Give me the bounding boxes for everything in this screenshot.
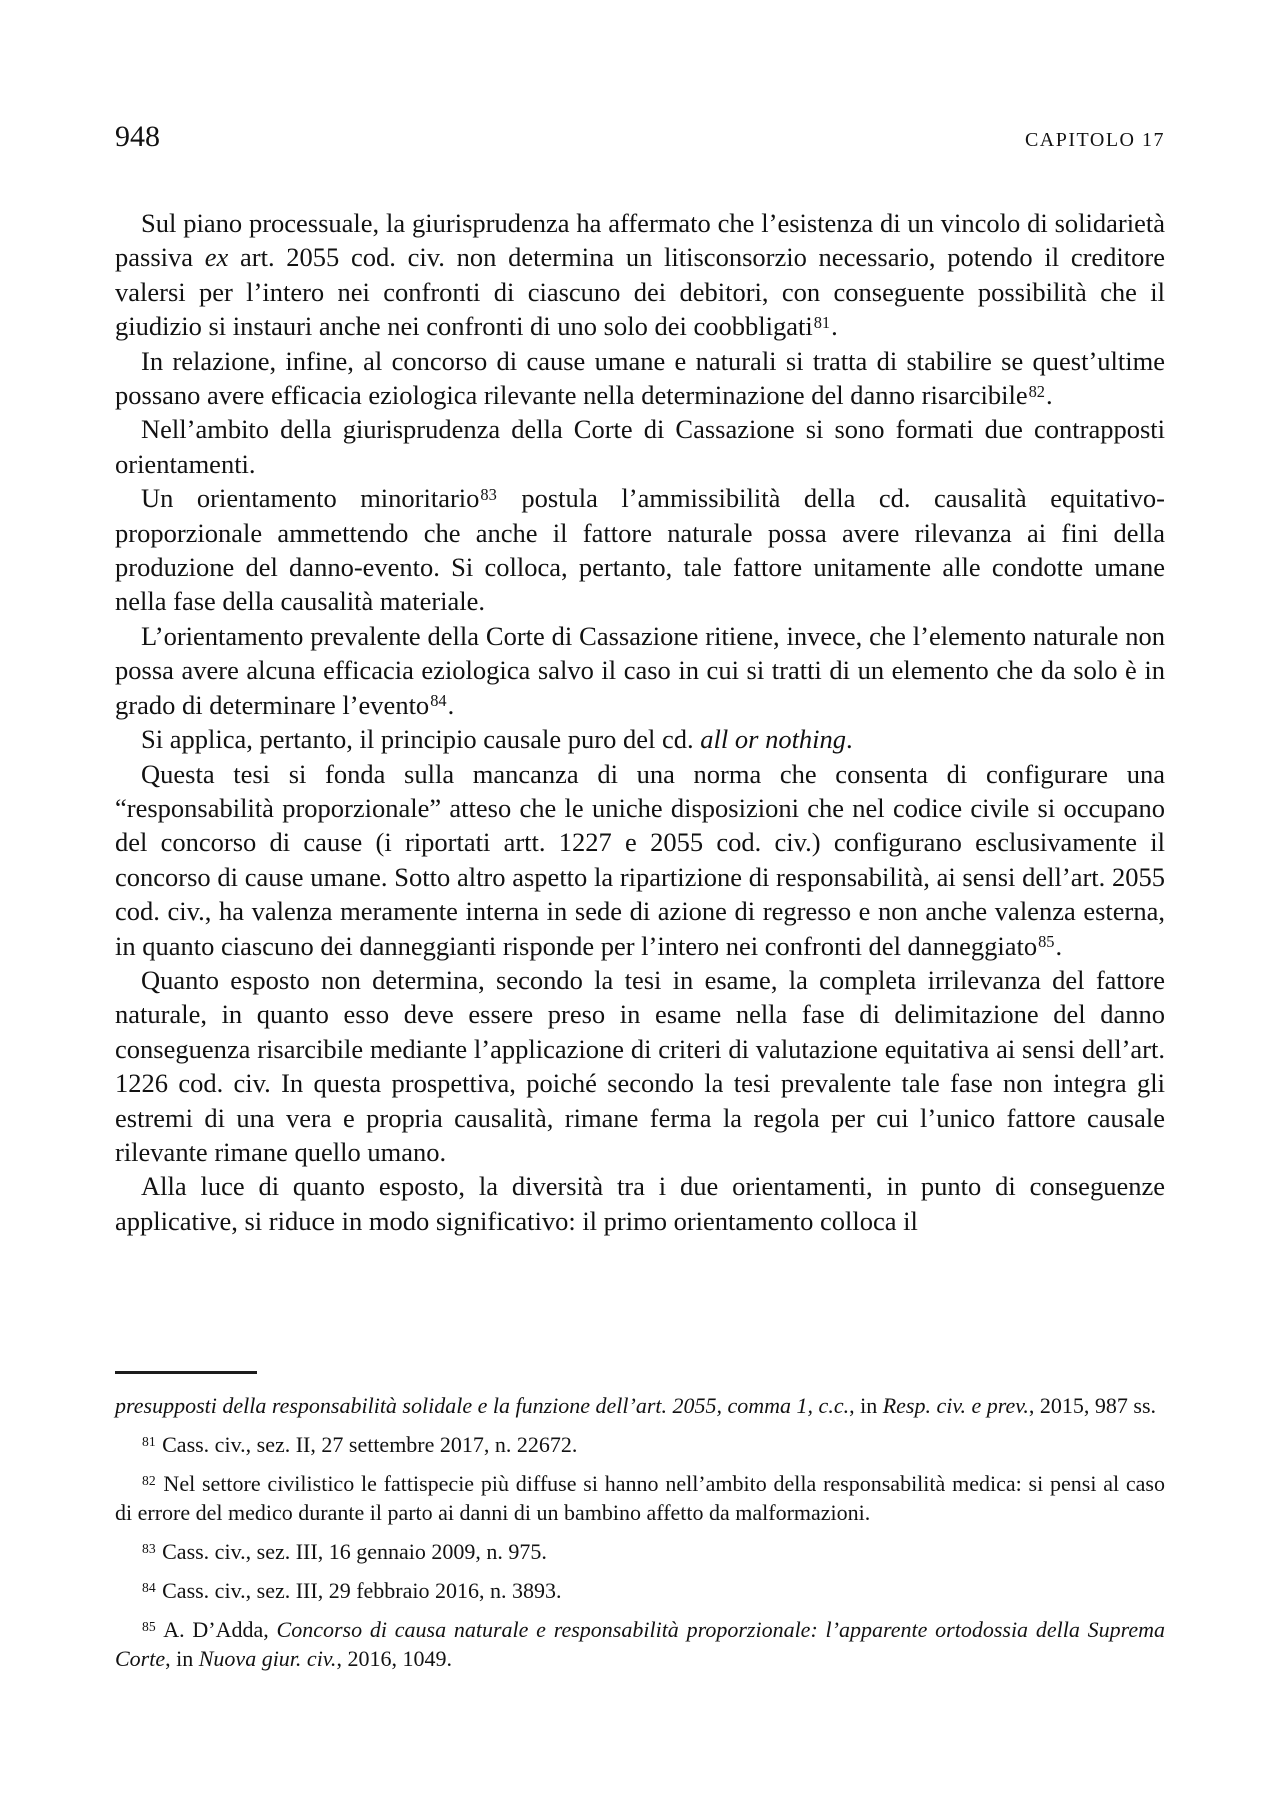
text-run: , 2015, 987 ss. bbox=[1028, 1393, 1157, 1418]
text-run: Concorso di causa naturale e responsabilità proporzionale: l’apparente ortodossia della Suprema Corte bbox=[115, 1617, 1166, 1671]
text-run: art. 2055 cod. civ. non determina un litisconsorzio necessario, potendo il creditore valersi per l’intero nei confronti di ciascuno dei debitori, con conseguente possibilità che il giudizio si instauri anche nei confronti di uno solo dei coobbligati bbox=[115, 242, 1165, 342]
chapter-header: CAPITOLO 17 bbox=[1024, 129, 1165, 151]
text-run: A. D’Adda, bbox=[156, 1617, 277, 1642]
text-run: . bbox=[1055, 930, 1063, 961]
text-run: Cass. civ., sez. III, 29 febbraio 2016, n. 3893. bbox=[156, 1578, 562, 1603]
footnote-marker: 85 bbox=[1038, 932, 1055, 952]
text-run: Nel settore civilistico le fattispecie più diffuse si hanno nell’ambito della responsabilità medica: si pensi al caso di errore del medico durante il parto ai danni di un bambino affetto da malformazioni. bbox=[115, 1471, 1165, 1525]
page-number: 948 bbox=[115, 120, 160, 153]
footnote-separator bbox=[115, 1371, 257, 1374]
body-paragraph bbox=[115, 619, 1165, 722]
text-run: , 2016, 1049. bbox=[336, 1646, 452, 1671]
text-run: Cass. civ., sez. III, 16 gennaio 2009, n. 975. bbox=[156, 1539, 547, 1564]
body-paragraph bbox=[115, 206, 1165, 344]
footnote bbox=[115, 1469, 1165, 1527]
text-run: . bbox=[831, 311, 838, 342]
text-run: Quanto esposto non determina, secondo la tesi in esame, la completa irrilevanza del fattore naturale, in quanto esso deve essere preso in esame nella fase di delimitazione del danno conseguenza risarcibile mediante l’applicazione di criteri di valutazione equitativa ai sensi dell’art. 1226 cod. civ. In questa prospettiva, poiché secondo la tesi prevalente tale fase non integra gli estremi di una vera e propria causalità, rimane ferma la regola per cui l’unico fattore causale rilevante rimane quello umano. bbox=[115, 964, 1165, 1167]
footnote bbox=[115, 1391, 1165, 1420]
footnote-marker: 84 bbox=[142, 1579, 156, 1595]
text-run: , in bbox=[165, 1646, 199, 1671]
footnote-marker: 82 bbox=[1028, 381, 1046, 401]
text-run: presupposti della responsabilità solidale e la funzione dell’art. 2055, comma 1, c.c. bbox=[115, 1393, 850, 1418]
footnote bbox=[115, 1615, 1165, 1673]
footnotes bbox=[115, 1391, 1165, 1673]
text-run: Cass. civ., sez. II, 27 settembre 2017, n. 22672. bbox=[156, 1432, 578, 1457]
text-run: Resp. civ. e prev. bbox=[882, 1393, 1029, 1418]
text-run: Sul piano processuale, la giurisprudenza ha affermato che l’esistenza di un vincolo di solidarietà passiva bbox=[115, 208, 1165, 273]
footnote-marker: 81 bbox=[142, 1433, 156, 1449]
text-run: . bbox=[447, 689, 455, 720]
text-run: Un orientamento minoritario bbox=[141, 483, 480, 514]
footnote-marker: 85 bbox=[142, 1618, 156, 1634]
text-run: postula l’ammissibilità della cd. causalità equitativo-proporzionale ammettendo che anche il fattore naturale possa avere rilevanza ai fini della produzione del danno-evento. Si colloca, pertanto, tale fattore unitamente alle condotte umane nella fase della causalità materiale. bbox=[115, 483, 1165, 617]
footnote-marker: 83 bbox=[142, 1540, 156, 1556]
footnote-marker: 83 bbox=[480, 484, 497, 504]
text-run: . bbox=[846, 724, 853, 755]
text-run: Questa tesi si fonda sulla mancanza di una norma che consenta di configurare una “responsabilità proporzionale” atteso che le uniche disposizioni che nel codice civile si occupano del concorso di cause (i riportati artt. 1227 e 2055 cod. civ.) configurano esclusivamente il concorso di cause umane. Sotto altro aspetto la ripartizione di responsabilità, ai sensi dell’art. 2055 cod. civ., ha valenza meramente interna in sede di azione di regresso e non anche valenza esterna, in quanto ciascuno dei danneggianti risponde per l’intero nei confronti del danneggiato bbox=[115, 758, 1165, 961]
footnote bbox=[115, 1537, 1165, 1566]
body-paragraph bbox=[115, 722, 1165, 756]
footnote-marker: 84 bbox=[430, 691, 447, 711]
text-run: ex bbox=[204, 242, 229, 273]
footnote bbox=[115, 1576, 1165, 1605]
body-paragraph bbox=[115, 757, 1165, 963]
body-paragraph bbox=[115, 481, 1165, 619]
text-run: Si applica, pertanto, il principio causale puro del cd. bbox=[141, 724, 701, 755]
text-run: . bbox=[1046, 380, 1053, 411]
page-header bbox=[115, 122, 1165, 152]
footnote-marker: 81 bbox=[813, 312, 831, 332]
text-run: Nell’ambito della giurisprudenza della Corte di Cassazione si sono formati due contrapposti orientamenti. bbox=[115, 414, 1165, 479]
text-run: Nuova giur. civ. bbox=[198, 1646, 337, 1671]
body-paragraph bbox=[115, 344, 1165, 413]
footnote bbox=[115, 1430, 1165, 1459]
body-paragraph bbox=[115, 1169, 1165, 1238]
text-run: L’orientamento prevalente della Corte di Cassazione ritiene, invece, che l’elemento naturale non possa avere alcuna efficacia eziologica salvo il caso in cui si tratti di un elemento che da solo è in grado di determinare l’evento bbox=[115, 620, 1165, 720]
text-run: , in bbox=[849, 1393, 883, 1418]
text-run: all or nothing bbox=[700, 724, 847, 755]
body-paragraph bbox=[115, 963, 1165, 1169]
body-paragraph bbox=[115, 412, 1165, 481]
text-run: Alla luce di quanto esposto, la diversità tra i due orientamenti, in punto di conseguenze applicative, si riduce in modo significativo: il primo orientamento colloca il bbox=[115, 1171, 1165, 1236]
text-run: In relazione, infine, al concorso di cause umane e naturali si tratta di stabilire se quest’ultime possano avere efficacia eziologica rilevante nella determinazione del danno risarcibile bbox=[115, 345, 1165, 411]
body-text bbox=[115, 206, 1165, 1238]
footnote-marker: 82 bbox=[142, 1472, 156, 1488]
